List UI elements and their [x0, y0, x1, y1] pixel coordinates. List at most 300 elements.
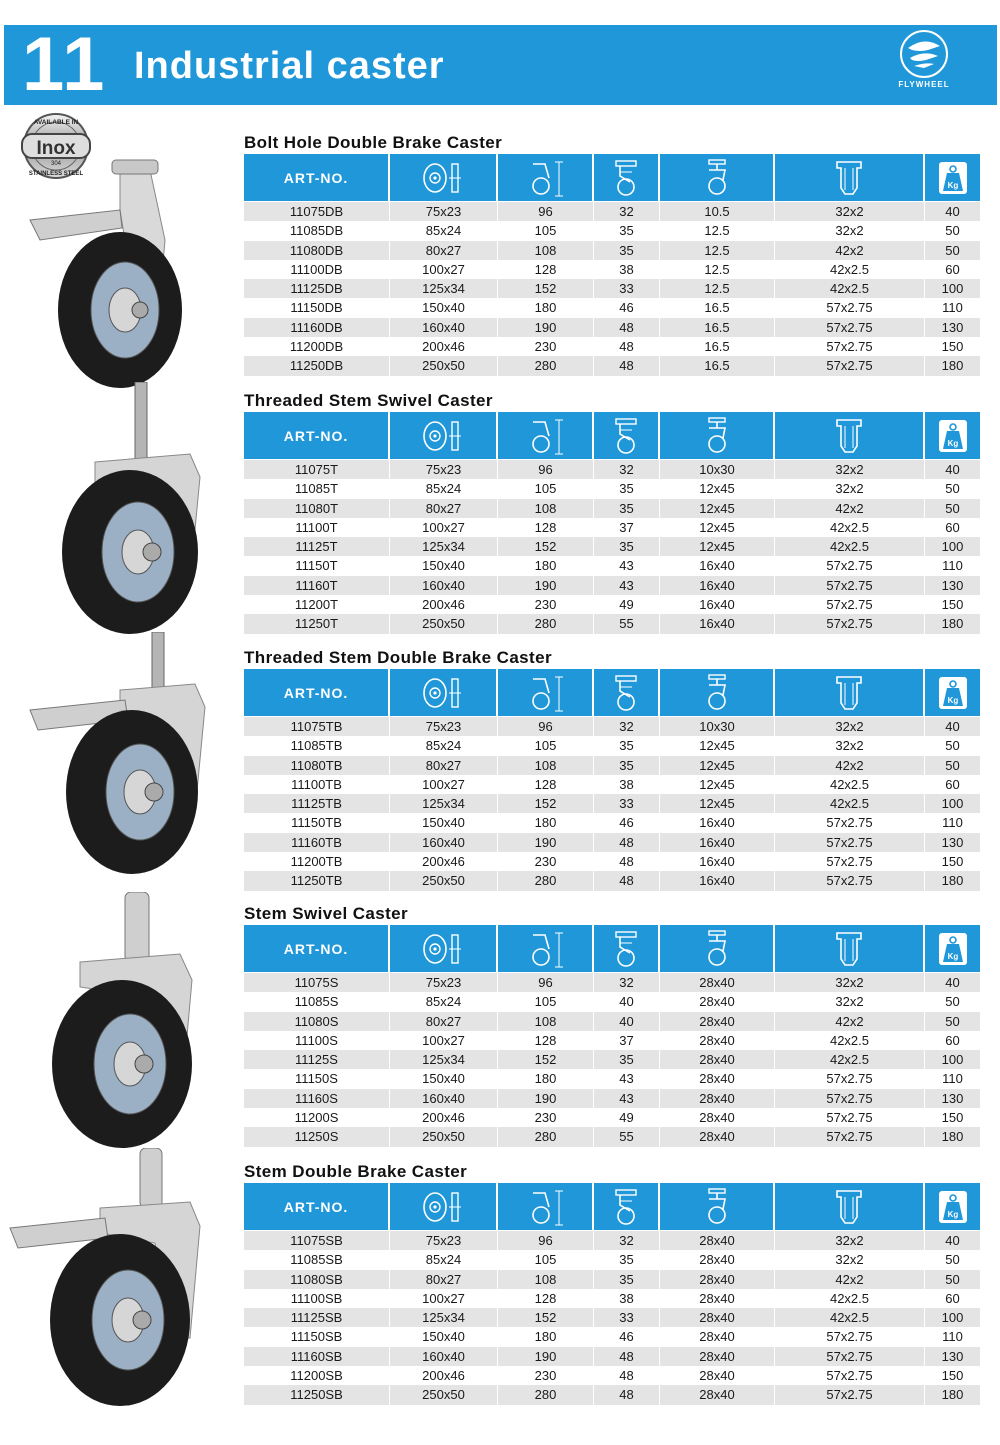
load-capacity-icon: [938, 932, 968, 966]
cell-wheel-size: 200x46: [390, 1108, 498, 1127]
table-row: [244, 992, 980, 1011]
cell-offset: 40: [594, 1012, 660, 1031]
header-wheel-size: [390, 669, 498, 716]
cell-art-no: 11200TB: [244, 852, 390, 871]
table-row: [244, 318, 980, 337]
cell-load: 180: [941, 1387, 964, 1403]
cell-art-no: 11085DB: [244, 221, 390, 240]
header-art-no: [244, 154, 390, 201]
cell-offset: 32: [594, 460, 660, 479]
cell-total-height: 280: [498, 1127, 594, 1146]
cell-mount: 12.5: [660, 279, 775, 298]
kg-label: Kg: [947, 438, 958, 448]
cell-total-height: 280: [498, 1385, 594, 1404]
table-row: [244, 576, 980, 595]
cell-mount: 12x45: [660, 537, 775, 556]
cell-load: 40: [945, 462, 960, 477]
cell-wheel-size: 100x27: [390, 775, 498, 794]
cell-wheel-size: 150x40: [390, 556, 498, 575]
cell-bracket: 32x2: [775, 973, 925, 992]
cell-mount: 16.5: [660, 298, 775, 317]
cell-wheel-size: 200x46: [390, 1366, 498, 1385]
cell-load: 60: [945, 519, 960, 535]
cell-art-no: 11250DB: [244, 356, 390, 375]
cell-total-height: 108: [498, 1012, 594, 1031]
load-capacity-icon: [938, 676, 968, 710]
cell-art-no: 11075S: [244, 973, 390, 992]
cell-wheel-size: 80x27: [390, 756, 498, 775]
cell-art-no: 11125TB: [244, 794, 390, 813]
cell-bracket: 32x2: [775, 1231, 925, 1250]
cell-mount: 28x40: [660, 1327, 775, 1346]
cell-bracket: 32x2: [775, 992, 925, 1011]
cell-offset: 48: [594, 1385, 660, 1404]
cell-load: 100: [941, 539, 964, 555]
cell-total-height: 105: [498, 992, 594, 1011]
cell-offset: 46: [594, 298, 660, 317]
cell-load: 130: [941, 1348, 964, 1364]
cell-load: 50: [945, 738, 960, 754]
cell-total-height: 128: [498, 518, 594, 537]
total-height-icon: [523, 1187, 567, 1227]
cell-mount: 28x40: [660, 1231, 775, 1250]
cell-bracket: 42x2.5: [775, 1289, 925, 1308]
header-mount: [660, 154, 775, 201]
cell-load: 150: [941, 1368, 964, 1384]
cell-offset: 33: [594, 279, 660, 298]
header-wheel-size: [390, 1183, 498, 1230]
cell-mount: 28x40: [660, 1031, 775, 1050]
cell-wheel-size: 200x46: [390, 852, 498, 871]
cell-mount: 16x40: [660, 871, 775, 890]
cell-load: 100: [941, 1052, 964, 1068]
badge-top-text: AVAILABLE IN: [33, 119, 79, 126]
table-row: [244, 1108, 980, 1127]
cell-wheel-size: 100x27: [390, 260, 498, 279]
cell-bracket: 32x2: [775, 717, 925, 736]
cell-offset: 46: [594, 813, 660, 832]
cell-load: 150: [941, 597, 964, 613]
cell-art-no: 11160TB: [244, 833, 390, 852]
cell-wheel-size: 80x27: [390, 241, 498, 260]
cell-offset: 43: [594, 1089, 660, 1108]
section-title: Stem Double Brake Caster: [244, 1162, 468, 1181]
cell-bracket: 57x2.75: [775, 576, 925, 595]
cell-wheel-size: 125x34: [390, 279, 498, 298]
table-row: [244, 1127, 980, 1146]
cell-total-height: 108: [498, 241, 594, 260]
header-load: [925, 154, 980, 201]
cell-load: 110: [942, 558, 963, 574]
cell-mount: 10x30: [660, 460, 775, 479]
cell-art-no: 11100S: [244, 1031, 390, 1050]
cell-total-height: 152: [498, 794, 594, 813]
brand-name: FLYWHEEL: [898, 80, 950, 89]
table-header: [244, 154, 980, 202]
cell-load: 60: [945, 776, 960, 792]
cell-total-height: 152: [498, 537, 594, 556]
cell-wheel-size: 160x40: [390, 318, 498, 337]
cell-total-height: 180: [498, 298, 594, 317]
header-art-no: [244, 412, 390, 459]
cell-bracket: 57x2.75: [775, 871, 925, 890]
cell-mount: 12x45: [660, 736, 775, 755]
cell-wheel-size: 85x24: [390, 479, 498, 498]
cell-wheel-size: 160x40: [390, 576, 498, 595]
cell-total-height: 152: [498, 279, 594, 298]
cell-mount: 28x40: [660, 1012, 775, 1031]
caster-image-threaded-swivel: [0, 382, 235, 642]
header-wheel-size: [390, 412, 498, 459]
cell-total-height: 105: [498, 1250, 594, 1269]
cell-wheel-size: 200x46: [390, 595, 498, 614]
cell-wheel-size: 100x27: [390, 518, 498, 537]
cell-mount: 16.5: [660, 318, 775, 337]
cell-total-height: 105: [498, 221, 594, 240]
table-header: [244, 925, 980, 973]
cell-art-no: 11080DB: [244, 241, 390, 260]
cell-bracket: 57x2.75: [775, 318, 925, 337]
cell-bracket: 57x2.75: [775, 614, 925, 633]
cell-offset: 43: [594, 556, 660, 575]
cell-art-no: 11150T: [244, 556, 390, 575]
cell-load: 130: [941, 577, 964, 593]
cell-wheel-size: 125x34: [390, 1050, 498, 1069]
cell-mount: 12x45: [660, 479, 775, 498]
cell-art-no: 11200T: [244, 595, 390, 614]
header-total-height: [498, 925, 594, 972]
cell-art-no: 11150DB: [244, 298, 390, 317]
cell-wheel-size: 150x40: [390, 1069, 498, 1088]
total-height-icon: [523, 158, 567, 198]
header-bracket: [775, 412, 925, 459]
cell-art-no: 11085T: [244, 479, 390, 498]
cell-bracket: 57x2.75: [775, 556, 925, 575]
cell-total-height: 280: [498, 614, 594, 633]
cell-mount: 16x40: [660, 556, 775, 575]
cell-load: 60: [945, 1032, 960, 1048]
table-row: [244, 852, 980, 871]
cell-art-no: 11250SB: [244, 1385, 390, 1404]
header-load: [925, 669, 980, 716]
cell-offset: 37: [594, 1031, 660, 1050]
cell-total-height: 280: [498, 356, 594, 375]
chapter-number: 11: [22, 22, 107, 107]
header-mount: [660, 925, 775, 972]
cell-bracket: 57x2.75: [775, 356, 925, 375]
cell-bracket: 57x2.75: [775, 337, 925, 356]
cell-art-no: 11100T: [244, 518, 390, 537]
cell-art-no: 11085S: [244, 992, 390, 1011]
header-offset: [594, 1183, 660, 1230]
total-height-icon: [523, 673, 567, 713]
caster-image-threaded-brake: [0, 632, 235, 892]
cell-bracket: 32x2: [775, 202, 925, 221]
cell-art-no: 11085TB: [244, 736, 390, 755]
cell-mount: 28x40: [660, 1385, 775, 1404]
cell-bracket: 57x2.75: [775, 1366, 925, 1385]
cell-load: 110: [942, 300, 963, 316]
cell-total-height: 180: [498, 1327, 594, 1346]
bracket-size-icon: [831, 158, 867, 198]
cell-art-no: 11200S: [244, 1108, 390, 1127]
cell-bracket: 42x2.5: [775, 794, 925, 813]
cell-load: 60: [945, 1290, 960, 1306]
cell-load: 60: [945, 261, 960, 277]
header-load: [925, 925, 980, 972]
cell-mount: 12x45: [660, 499, 775, 518]
table-row: [244, 241, 980, 260]
cell-wheel-size: 75x23: [390, 460, 498, 479]
cell-art-no: 11125T: [244, 537, 390, 556]
table-row: [244, 1289, 980, 1308]
cell-offset: 35: [594, 221, 660, 240]
cell-total-height: 96: [498, 973, 594, 992]
cell-load: 130: [941, 319, 964, 335]
table-row: [244, 460, 980, 479]
header-art-no-label: ART-NO.: [283, 1198, 349, 1215]
table-row: [244, 356, 980, 375]
table-row: [244, 1250, 980, 1269]
cell-wheel-size: 100x27: [390, 1031, 498, 1050]
header-mount: [660, 1183, 775, 1230]
offset-icon: [606, 1187, 646, 1227]
cell-art-no: 11250TB: [244, 871, 390, 890]
cell-wheel-size: 75x23: [390, 1231, 498, 1250]
cell-offset: 35: [594, 537, 660, 556]
cell-mount: 16x40: [660, 833, 775, 852]
cell-total-height: 190: [498, 1089, 594, 1108]
cell-mount: 28x40: [660, 1250, 775, 1269]
cell-mount: 16x40: [660, 813, 775, 832]
table-row: [244, 813, 980, 832]
cell-art-no: 11125S: [244, 1050, 390, 1069]
table-row: [244, 1308, 980, 1327]
cell-offset: 48: [594, 337, 660, 356]
table-body: [244, 717, 980, 891]
cell-mount: 28x40: [660, 1270, 775, 1289]
cell-total-height: 280: [498, 871, 594, 890]
cell-load: 50: [945, 500, 960, 516]
kg-label: Kg: [947, 951, 958, 961]
header-load: [925, 412, 980, 459]
wheel-size-icon: [418, 1189, 468, 1225]
header-total-height: [498, 154, 594, 201]
cell-offset: 48: [594, 1366, 660, 1385]
cell-bracket: 42x2: [775, 499, 925, 518]
header-art-no: [244, 1183, 390, 1230]
cell-bracket: 32x2: [775, 460, 925, 479]
cell-mount: 28x40: [660, 1347, 775, 1366]
table-row: [244, 871, 980, 890]
cell-bracket: 42x2.5: [775, 775, 925, 794]
cell-load: 150: [941, 1110, 964, 1126]
kg-label: Kg: [947, 695, 958, 705]
mount-hole-icon: [697, 158, 737, 198]
cell-offset: 40: [594, 992, 660, 1011]
cell-total-height: 190: [498, 318, 594, 337]
cell-art-no: 11125DB: [244, 279, 390, 298]
bracket-size-icon: [831, 673, 867, 713]
table-row: [244, 1012, 980, 1031]
load-capacity-icon: [938, 161, 968, 195]
cell-load: 150: [941, 854, 964, 870]
cell-wheel-size: 85x24: [390, 736, 498, 755]
cell-bracket: 42x2.5: [775, 1050, 925, 1069]
cell-wheel-size: 80x27: [390, 1012, 498, 1031]
cell-offset: 32: [594, 1231, 660, 1250]
cell-mount: 28x40: [660, 1089, 775, 1108]
cell-wheel-size: 250x50: [390, 1385, 498, 1404]
cell-total-height: 230: [498, 1108, 594, 1127]
cell-load: 110: [942, 1329, 963, 1345]
cell-offset: 35: [594, 756, 660, 775]
cell-bracket: 57x2.75: [775, 1089, 925, 1108]
cell-wheel-size: 85x24: [390, 1250, 498, 1269]
cell-bracket: 32x2: [775, 1250, 925, 1269]
cell-mount: 12x45: [660, 756, 775, 775]
header-offset: [594, 412, 660, 459]
table-body: [244, 460, 980, 634]
header-total-height: [498, 412, 594, 459]
cell-bracket: 57x2.75: [775, 1127, 925, 1146]
table-row: [244, 556, 980, 575]
cell-mount: 12x45: [660, 794, 775, 813]
cell-art-no: 11160SB: [244, 1347, 390, 1366]
cell-wheel-size: 250x50: [390, 356, 498, 375]
table-row: [244, 973, 980, 992]
header-bracket: [775, 154, 925, 201]
cell-total-height: 230: [498, 1366, 594, 1385]
cell-total-height: 108: [498, 1270, 594, 1289]
mount-hole-icon: [697, 416, 737, 456]
kg-label: Kg: [947, 180, 958, 190]
load-capacity-icon: [938, 1190, 968, 1224]
cell-bracket: 57x2.75: [775, 1347, 925, 1366]
table-row: [244, 1270, 980, 1289]
cell-wheel-size: 200x46: [390, 337, 498, 356]
header-bracket: [775, 669, 925, 716]
cell-mount: 28x40: [660, 973, 775, 992]
cell-wheel-size: 100x27: [390, 1289, 498, 1308]
cell-mount: 16x40: [660, 614, 775, 633]
cell-offset: 48: [594, 852, 660, 871]
table-row: [244, 499, 980, 518]
cell-mount: 12x45: [660, 518, 775, 537]
cell-offset: 38: [594, 260, 660, 279]
cell-art-no: 11200SB: [244, 1366, 390, 1385]
kg-label: Kg: [947, 1209, 958, 1219]
cell-wheel-size: 160x40: [390, 1347, 498, 1366]
cell-load: 50: [945, 994, 960, 1010]
cell-mount: 28x40: [660, 1366, 775, 1385]
header-total-height: [498, 1183, 594, 1230]
cell-load: 130: [941, 1090, 964, 1106]
cell-offset: 48: [594, 871, 660, 890]
cell-bracket: 42x2.5: [775, 518, 925, 537]
cell-total-height: 230: [498, 852, 594, 871]
cell-bracket: 57x2.75: [775, 298, 925, 317]
cell-total-height: 180: [498, 813, 594, 832]
header-bracket: [775, 925, 925, 972]
cell-mount: 28x40: [660, 1308, 775, 1327]
cell-offset: 48: [594, 833, 660, 852]
cell-load: 110: [942, 1071, 963, 1087]
total-height-icon: [523, 416, 567, 456]
cell-art-no: 11160DB: [244, 318, 390, 337]
cell-mount: 12x45: [660, 775, 775, 794]
offset-icon: [606, 673, 646, 713]
cell-total-height: 230: [498, 595, 594, 614]
table-row: [244, 537, 980, 556]
cell-bracket: 42x2.5: [775, 537, 925, 556]
table-header: [244, 412, 980, 460]
table-row: [244, 736, 980, 755]
cell-wheel-size: 75x23: [390, 202, 498, 221]
cell-wheel-size: 250x50: [390, 1127, 498, 1146]
table-row: [244, 1031, 980, 1050]
header-art-no: [244, 669, 390, 716]
cell-bracket: 42x2.5: [775, 260, 925, 279]
cell-wheel-size: 160x40: [390, 1089, 498, 1108]
cell-bracket: 57x2.75: [775, 1327, 925, 1346]
table-row: [244, 279, 980, 298]
cell-mount: 28x40: [660, 1289, 775, 1308]
cell-load: 100: [941, 1310, 964, 1326]
cell-offset: 48: [594, 318, 660, 337]
cell-load: 50: [945, 1013, 960, 1029]
cell-offset: 43: [594, 576, 660, 595]
cell-offset: 37: [594, 518, 660, 537]
cell-total-height: 190: [498, 1347, 594, 1366]
section-threaded-stem-double-brake: [244, 647, 980, 891]
table-row: [244, 260, 980, 279]
table-row: [244, 518, 980, 537]
cell-mount: 12.5: [660, 241, 775, 260]
cell-mount: 10x30: [660, 717, 775, 736]
cell-offset: 35: [594, 1270, 660, 1289]
offset-icon: [606, 929, 646, 969]
section-bolt-hole-double-brake: [244, 132, 980, 376]
header-wheel-size: [390, 154, 498, 201]
section-title: Bolt Hole Double Brake Caster: [244, 133, 503, 152]
cell-art-no: 11080TB: [244, 756, 390, 775]
mount-hole-icon: [697, 673, 737, 713]
header-offset: [594, 669, 660, 716]
cell-art-no: 11250S: [244, 1127, 390, 1146]
cell-art-no: 11080SB: [244, 1270, 390, 1289]
cell-offset: 32: [594, 717, 660, 736]
cell-offset: 35: [594, 736, 660, 755]
table-row: [244, 1231, 980, 1250]
header-mount: [660, 669, 775, 716]
table-body: [244, 1231, 980, 1405]
cell-total-height: 96: [498, 1231, 594, 1250]
cell-load: 180: [941, 358, 964, 374]
cell-bracket: 32x2: [775, 736, 925, 755]
cell-wheel-size: 75x23: [390, 717, 498, 736]
section-title: Threaded Stem Swivel Caster: [244, 391, 493, 410]
total-height-icon: [523, 929, 567, 969]
cell-mount: 28x40: [660, 1069, 775, 1088]
cell-bracket: 32x2: [775, 221, 925, 240]
section-title: Threaded Stem Double Brake Caster: [244, 648, 552, 667]
header-art-no-label: ART-NO.: [283, 427, 349, 444]
table-row: [244, 1347, 980, 1366]
table-row: [244, 717, 980, 736]
table-row: [244, 221, 980, 240]
cell-wheel-size: 150x40: [390, 813, 498, 832]
